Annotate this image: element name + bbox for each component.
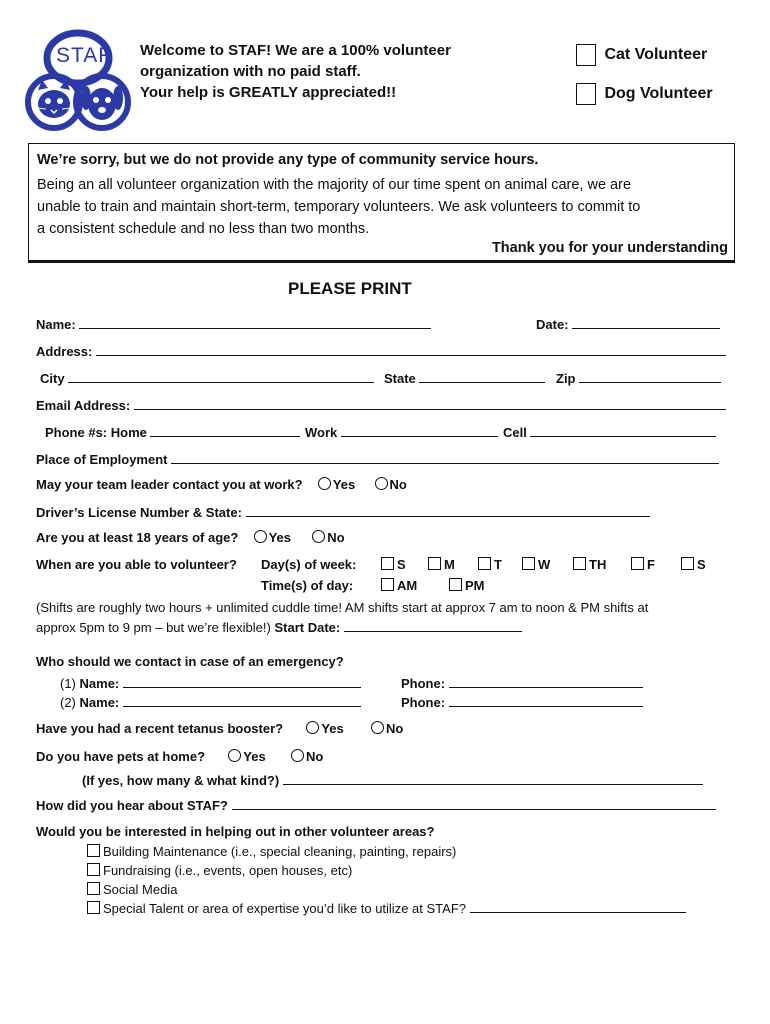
- shifts-line-1: (Shifts are roughly two hours + unlimited cuddle time! AM shifts start at approx 7 am to noon & PM shifts at: [36, 600, 649, 615]
- email-field[interactable]: [134, 396, 726, 410]
- day-label: S: [397, 557, 406, 572]
- day-label: TH: [589, 557, 607, 572]
- day-label: F: [647, 557, 655, 572]
- license-row: [36, 503, 650, 520]
- pets-detail-field[interactable]: [283, 771, 703, 785]
- shifts-note: [36, 598, 648, 638]
- start-date-label: Start Date:: [274, 620, 341, 635]
- city-row: [40, 369, 374, 386]
- welcome-line-3: Your help is GREATLY appreciated!!: [140, 84, 397, 101]
- area-option-fundraising[interactable]: [87, 861, 686, 880]
- age-label: Are you at least 18 years of age?: [36, 530, 239, 545]
- age-row: [36, 530, 345, 545]
- notice-body-line-3: a consistent schedule and no less than two months.: [37, 221, 370, 237]
- notice-body-line-2: unable to train and maintain short-term, temporary volunteers. We ask volunteers to commit to: [37, 199, 641, 215]
- shifts-line-2-text: approx 5pm to 9 pm – but we’re flexible!): [36, 620, 271, 635]
- pets-row: [36, 749, 323, 764]
- zip-field[interactable]: [579, 369, 721, 383]
- team-leader-label: May your team leader contact you at work?: [36, 477, 303, 492]
- time-option-am[interactable]: [381, 578, 417, 593]
- emergency-1-name-label: Name:: [79, 676, 120, 691]
- employment-label: Place of Employment: [36, 452, 168, 467]
- emergency-2-name-field[interactable]: [123, 693, 361, 707]
- age-yes-label: Yes: [268, 530, 291, 545]
- phone-home-field[interactable]: [150, 423, 300, 437]
- day-label: S: [697, 557, 706, 572]
- am-checkbox[interactable]: [381, 578, 394, 591]
- other-areas-list: [87, 842, 686, 918]
- emergency-2-number: (2): [60, 695, 76, 710]
- date-label: Date:: [536, 317, 569, 332]
- notice-box: [28, 143, 735, 263]
- emergency-1-phone-label: Phone:: [401, 676, 446, 691]
- city-label: City: [40, 371, 65, 386]
- pets-detail-label: (If yes, how many & what kind?): [82, 773, 280, 788]
- name-field[interactable]: [79, 315, 431, 329]
- pets-no-label: No: [305, 749, 324, 764]
- day-option-mon[interactable]: [428, 557, 455, 572]
- notice-body: [37, 174, 640, 240]
- team-leader-no-label: No: [389, 477, 407, 492]
- emergency-contact-1-phone: [401, 674, 643, 691]
- team-leader-yes-label: Yes: [332, 477, 356, 492]
- area-label: Special Talent or area of expertise you’d like to utilize at STAF?: [103, 901, 466, 916]
- state-label: State: [384, 371, 416, 386]
- address-row: [36, 342, 726, 359]
- days-label: Day(s) of week:: [261, 557, 357, 572]
- notice-body-line-1: Being an all volunteer organization with the majority of our time spent on animal care, we are: [37, 177, 632, 193]
- day-checkbox[interactable]: [573, 557, 586, 570]
- day-checkbox[interactable]: [631, 557, 644, 570]
- welcome-line-1: Welcome to STAF! We are a 100% volunteer: [140, 42, 451, 59]
- city-field[interactable]: [68, 369, 374, 383]
- phone-work-label: Work: [305, 425, 338, 440]
- team-leader-yes-radio[interactable]: [318, 477, 331, 490]
- area-checkbox[interactable]: [87, 844, 100, 857]
- emergency-1-phone-field[interactable]: [449, 674, 643, 688]
- tetanus-yes-label: Yes: [321, 721, 344, 736]
- emergency-1-name-field[interactable]: [123, 674, 361, 688]
- day-option-fri[interactable]: [631, 557, 655, 572]
- state-row: [384, 369, 545, 386]
- pets-no-radio[interactable]: [291, 749, 304, 762]
- day-checkbox[interactable]: [428, 557, 441, 570]
- phone-cell-label: Cell: [503, 425, 527, 440]
- please-print-title: PLEASE PRINT: [288, 279, 412, 298]
- license-field[interactable]: [246, 503, 650, 517]
- license-label: Driver’s License Number & State:: [36, 505, 242, 520]
- dog-volunteer-option[interactable]: [576, 83, 713, 105]
- state-field[interactable]: [419, 369, 545, 383]
- day-checkbox[interactable]: [478, 557, 491, 570]
- day-label: W: [538, 557, 551, 572]
- tetanus-yes-radio[interactable]: [306, 721, 319, 734]
- welcome-line-2: organization with no paid staff.: [140, 63, 361, 80]
- day-label: M: [444, 557, 455, 572]
- area-option-social-media[interactable]: [87, 880, 686, 899]
- special-talent-field[interactable]: [470, 899, 686, 913]
- hear-row: [36, 796, 716, 813]
- email-label: Email Address:: [36, 398, 131, 413]
- area-option-maintenance[interactable]: [87, 842, 686, 861]
- name-row: [36, 315, 431, 332]
- area-checkbox[interactable]: [87, 882, 100, 895]
- cat-volunteer-label: Cat Volunteer: [604, 46, 708, 63]
- hear-label: How did you hear about STAF?: [36, 798, 228, 813]
- age-no-radio[interactable]: [312, 530, 325, 543]
- am-label: AM: [397, 578, 418, 593]
- welcome-message: [140, 40, 451, 103]
- employment-row: [36, 450, 719, 467]
- pm-checkbox[interactable]: [449, 578, 462, 591]
- email-row: [36, 396, 726, 413]
- other-areas-heading: Would you be interested in helping out in other volunteer areas?: [36, 824, 435, 839]
- day-option-sat[interactable]: [681, 557, 706, 572]
- when-volunteer-label: When are you able to volunteer?: [36, 557, 237, 572]
- logo-text: STAF: [56, 44, 113, 67]
- pets-yes-label: Yes: [243, 749, 266, 764]
- emergency-1-number: (1): [60, 676, 76, 691]
- day-option-tue[interactable]: [478, 557, 502, 572]
- phone-cell-field[interactable]: [530, 423, 716, 437]
- team-leader-no-radio[interactable]: [375, 477, 388, 490]
- phone-home-row: [45, 423, 300, 440]
- day-option-sun[interactable]: [381, 557, 406, 572]
- name-label: Name:: [36, 317, 76, 332]
- employment-field[interactable]: [171, 450, 719, 464]
- day-option-thu[interactable]: [573, 557, 606, 572]
- day-option-wed[interactable]: [522, 557, 550, 572]
- phone-home-label: Phone #s: Home: [45, 425, 147, 440]
- zip-label: Zip: [556, 371, 576, 386]
- emergency-2-phone-label: Phone:: [401, 695, 446, 710]
- dog-volunteer-label: Dog Volunteer: [604, 85, 713, 102]
- start-date-field[interactable]: [344, 618, 522, 632]
- emergency-2-name-label: Name:: [79, 695, 120, 710]
- cat-volunteer-checkbox[interactable]: [576, 44, 596, 66]
- staf-logo: [22, 26, 134, 132]
- area-label: Building Maintenance (i.e., special cleaning, painting, repairs): [103, 844, 457, 859]
- phone-cell-row: [503, 423, 716, 440]
- notice-heading: We’re sorry, but we do not provide any type of community service hours.: [37, 152, 539, 168]
- tetanus-no-radio[interactable]: [371, 721, 384, 734]
- date-row: [536, 315, 720, 332]
- emergency-contact-1: [60, 674, 361, 691]
- age-no-label: No: [327, 530, 345, 545]
- day-label: T: [494, 557, 502, 572]
- emergency-contact-2-phone: [401, 693, 643, 710]
- age-yes-radio[interactable]: [254, 530, 267, 543]
- hear-field[interactable]: [232, 796, 716, 810]
- address-label: Address:: [36, 344, 93, 359]
- team-leader-row: [36, 477, 407, 492]
- day-checkbox[interactable]: [381, 557, 394, 570]
- time-option-pm[interactable]: [449, 578, 485, 593]
- tetanus-label: Have you had a recent tetanus booster?: [36, 721, 284, 736]
- phone-work-row: [305, 423, 498, 440]
- area-label: Social Media: [103, 882, 178, 897]
- phone-work-field[interactable]: [341, 423, 498, 437]
- emergency-2-phone-field[interactable]: [449, 693, 643, 707]
- dog-volunteer-checkbox[interactable]: [576, 83, 596, 105]
- pets-detail-row: [82, 771, 703, 788]
- area-label: Fundraising (i.e., events, open houses, etc): [103, 863, 353, 878]
- address-field[interactable]: [96, 342, 726, 356]
- emergency-heading: Who should we contact in case of an emergency?: [36, 654, 344, 669]
- times-label: Time(s) of day:: [261, 578, 354, 593]
- pm-label: PM: [465, 578, 485, 593]
- pets-yes-radio[interactable]: [228, 749, 241, 762]
- area-checkbox[interactable]: [87, 901, 100, 914]
- tetanus-no-label: No: [386, 721, 404, 736]
- area-checkbox[interactable]: [87, 863, 100, 876]
- day-checkbox[interactable]: [522, 557, 535, 570]
- emergency-contact-2: [60, 693, 361, 710]
- date-field[interactable]: [572, 315, 720, 329]
- tetanus-row: [36, 721, 403, 736]
- pets-label: Do you have pets at home?: [36, 749, 206, 764]
- notice-thanks: Thank you for your understanding: [491, 240, 728, 256]
- day-checkbox[interactable]: [681, 557, 694, 570]
- area-option-special-talent[interactable]: [87, 899, 686, 918]
- shifts-line-2: [36, 618, 648, 638]
- cat-volunteer-option[interactable]: [576, 44, 707, 66]
- zip-row: [556, 369, 721, 386]
